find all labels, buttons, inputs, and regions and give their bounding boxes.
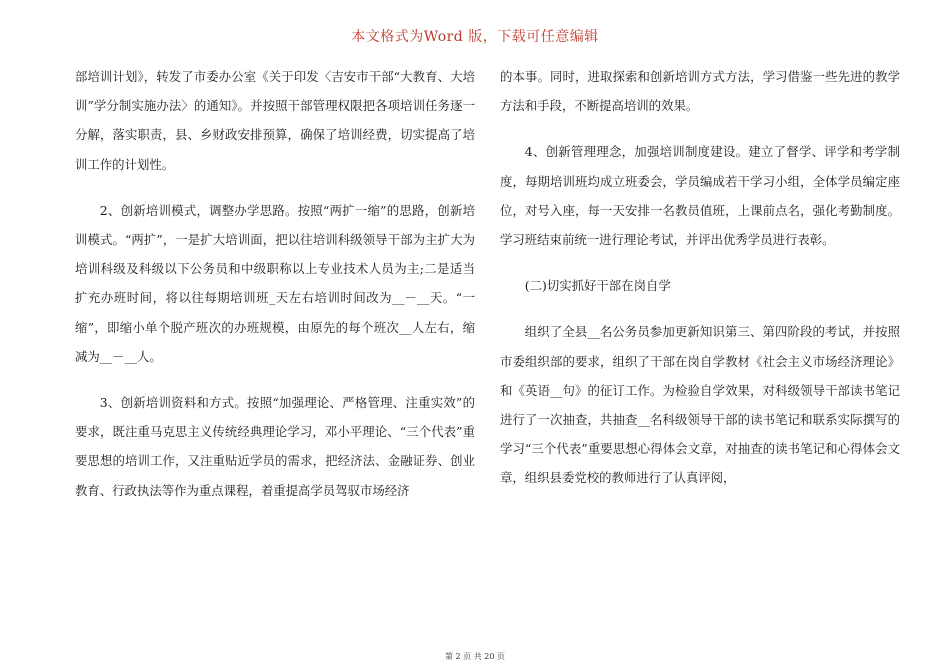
paragraph: 的本事。同时，进取探索和创新培训方式方法，学习借鉴一些先进的教学方法和手段，不断提高培训的效果。: [500, 69, 900, 114]
section-heading: (二)切实抓好干部在岗自学: [524, 278, 671, 294]
paragraph: 部培训计划》，转发了市委办公室《关于印发〈吉安市干部“大教育、大培训”学分制实施办法〉的通知》。并按照干部管理权限把各项培训任务逐一分解，落实职责，县、乡财政安排预算，确保了培训经费，切实提高了培训工作的计划性。: [75, 69, 475, 172]
right-column: [500, 62, 900, 510]
left-column: [75, 62, 475, 522]
paragraph: 4、创新管理理念，加强培训制度建设。建立了督学、评学和考学制度，每期培训班均成立班委会，学员编成若干学习小组，全体学员编定座位，对号入座，每一天安排一名教员值班，上课前点名，强化考勤制度。学习班结束前统一进行理论考试，并评出优秀学员进行表彰。: [500, 144, 900, 248]
paragraph: 组织了全县__名公务员参加更新知识第三、第四阶段的考试，并按照市委组织部的要求，组织了干部在岗自学教材《社会主义市场经济理论》和《英语__句》的征订工作。为检验自学效果，对科级领导干部读书笔记进行了一次抽查，共抽查__名科级领导干部的读书笔记和联系实际撰写的学习“三个代表”重要思想心得体会文章，对抽查的读书笔记和心得体会文章，组织县委党校的教师进行了认真评阅，: [500, 324, 900, 486]
paragraph: 2、创新培训模式，调整办学思路。按照“两扩一缩”的思路，创新培训模式。“两扩”，一是扩大培训面，把以往培训科级领导干部为主扩大为培训科级及科级以下公务员和中级职称以上专业技术人员为主;二是适当扩充办班时间，将以往每期培训班_天左右培训时间改为__－__天。“一缩”，即缩小单个脱产班次的办班规模，由原先的每个班次__人左右，缩减为__－__人。: [75, 202, 475, 364]
paragraph: 3、创新培训资料和方式。按照“加强理论、严格管理、注重实效”的要求，既注重马克思主义传统经典理论学习，邓小平理论、“三个代表”重要思想的培训工作，又注重贴近学员的需求，把经济法、金融证券、创业教育、行政执法等作为重点课程，着重提高学员驾驭市场经济: [75, 395, 475, 498]
page-number: 第 2 页 共 20 页: [445, 652, 505, 661]
download-banner: 本文格式为Word 版，下载可任意编辑: [351, 29, 599, 45]
